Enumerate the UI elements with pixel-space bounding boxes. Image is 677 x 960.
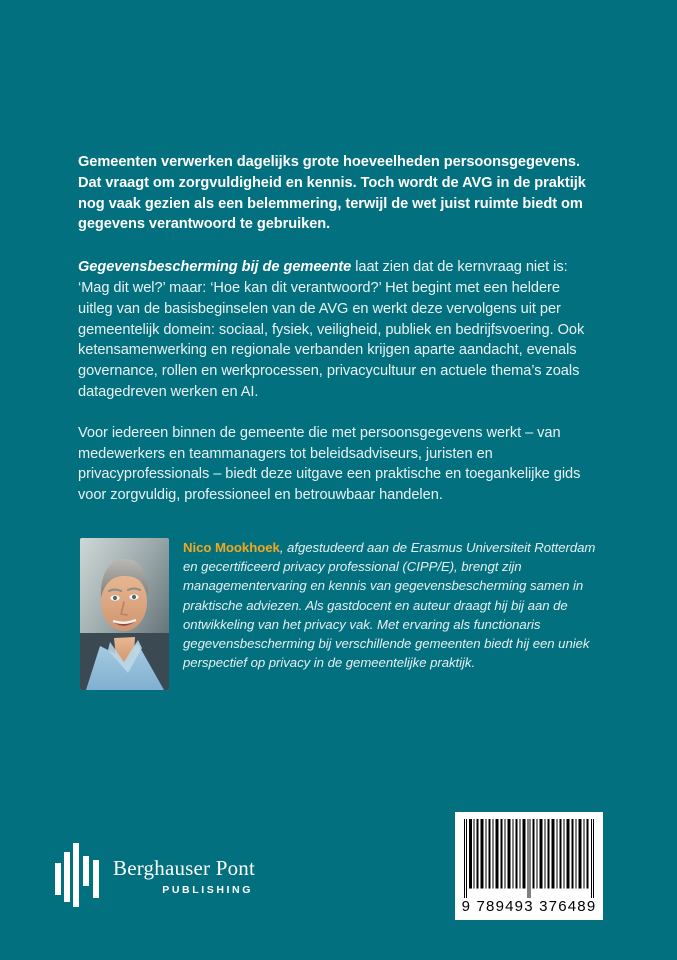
publisher-bars-icon — [55, 843, 103, 907]
logo-bar-4 — [83, 856, 89, 886]
publisher-name: Berghauser Pont — [113, 856, 256, 880]
isbn-digits: 9 789493 376489 — [461, 898, 597, 915]
publisher-subtitle: PUBLISHING — [162, 884, 254, 896]
isbn-barcode — [455, 812, 603, 920]
barcode-bars — [464, 819, 594, 898]
publisher-wordmark — [113, 857, 255, 896]
logo-bar-2 — [64, 852, 70, 902]
author-photo — [80, 538, 169, 690]
blurb-paragraph-2 — [78, 257, 598, 403]
blurb-paragraph-3: Voor iedereen binnen de gemeente die met persoonsgegevens werkt – van medewerkers en teammanagers tot beleidsadviseurs, juristen en privacyprofessionals – biedt deze uitgave een praktische en toegankelijke gids voor zorgvuldig, professioneel en betrouwbaar handelen. — [78, 424, 581, 504]
logo-bar-3 — [73, 843, 79, 907]
blurb-text-block — [78, 152, 598, 526]
author-bio — [183, 538, 600, 672]
author-bio-text: , afgestudeerd aan de Erasmus Universiteit Rotterdam en gecertificeerd privacy professional (CIPP/E), brengt zijn managementervaring en kennis van gegevensbescherming samen in praktische adviezen. Als gastdocent en auteur draagt hij bij aan de ontwikkeling van het privacy vak. Met ervaring als functionaris gegevensbescherming bij verschillende gemeenten biedt hij een uniek perspectief op privacy in de gemeentelijke praktijk. — [183, 540, 596, 671]
author-name: Nico Mookhoek — [183, 540, 280, 555]
book-title-italic: Gegevensbescherming bij de gemeente — [78, 259, 352, 276]
author-portrait-illustration — [80, 538, 169, 690]
publisher-logo — [55, 843, 275, 909]
blurb-paragraph-2-rest: laat zien dat de kernvraag niet is: ‘Mag dit wel?’ maar: ‘Hoe kan dit verantwoord?’ Het begint met een heldere uitleg van de basisbeginselen van de AVG en werkt deze vervolgens uit per gemeentelijk domein: sociaal, fysiek, veiligheid, publiek en bedrijfsvoering. Ook ketensamenwerking en regionale verbanden krijgen aparte aandacht, evenals governance, rollen en werkprocessen, privacycultuur en actuele thema’s zoals datagedreven werken en AI. — [78, 259, 585, 400]
logo-bar-1 — [55, 863, 61, 895]
author-block — [80, 538, 600, 690]
logo-bar-5 — [93, 860, 99, 898]
blurb-paragraph-1: Gemeenten verwerken dagelijks grote hoeveelheden persoonsgegevens. Dat vraagt om zorgvuldigheid en kennis. Toch wordt de AVG in de praktijk nog vaak gezien als een belemmering, terwijl de wet juist ruimte biedt om gegevens verantwoord te gebruiken. — [78, 154, 586, 233]
